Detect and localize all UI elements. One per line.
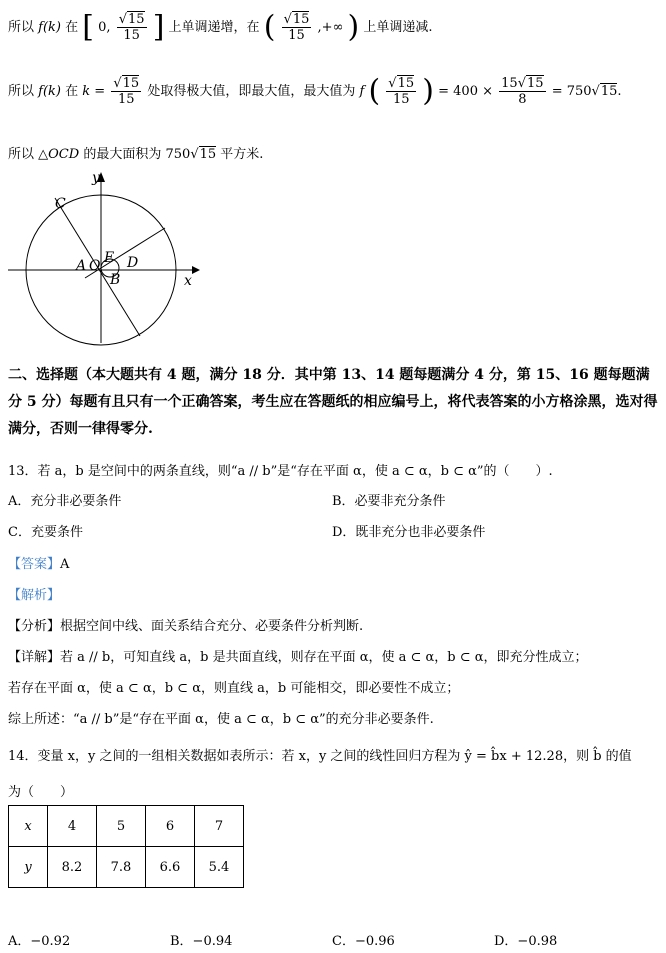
table-cell: y [9, 847, 48, 888]
interval-start: 0, [98, 20, 111, 35]
label-d: D [127, 255, 139, 271]
table-cell: 7.8 [97, 847, 146, 888]
k-equals: k = [82, 84, 106, 99]
solution-line-3: 所以 △OCD 的最大面积为 750√15 平方米. [8, 147, 264, 162]
text: 平方米. [220, 147, 264, 162]
function-fk: f(k) [38, 84, 61, 99]
text: = 400 × [438, 84, 494, 99]
q14-data-table [8, 805, 244, 888]
q14-option-b: B．−0.94 [170, 934, 233, 949]
table-cell: 4 [48, 806, 97, 847]
table-cell: 7 [195, 806, 244, 847]
value: 750 [165, 147, 191, 162]
q13-answer [8, 553, 69, 572]
text: 处取得极大值，即最大值，最大值为 [147, 84, 356, 99]
table-cell: 8.2 [48, 847, 97, 888]
section-header: 二、选择题（本大题共有 4 题，满分 18 分．其中第 13、14 题每题满分 4 分，第 15、16 题每题满分 5 分）每题有且只有一个正确答案，考生应在答题纸的相应编号上，将代表答案的小方格涂黑，选对得满分，否则一律得零分. [8, 367, 658, 437]
table-cell: 6 [146, 806, 195, 847]
fraction: $\frac{√15}{15}$ [118, 12, 145, 43]
answer-value: A [60, 557, 70, 572]
label-b: B [110, 272, 121, 288]
label-y: y [92, 170, 100, 186]
text: 所以 [8, 84, 35, 99]
table-cell: 5 [97, 806, 146, 847]
text: 的最大面积为 [83, 147, 162, 162]
q13-stem: 13．若 a，b 是空间中的两条直线，则“a // b”是“存在平面 α，使 a ⊂ α，b ⊂ α”的（ ）. [8, 464, 553, 479]
q13-line2: 若存在平面 α，使 a ⊂ α，b ⊂ α，则直线 a，b 可能相交，即必要性不成立； [8, 681, 460, 696]
q13-option-d: D．既非充分也非必要条件 [332, 525, 486, 540]
label-o: O [89, 258, 101, 274]
q13-summary: 综上所述：“a // b”是“存在平面 α，使 a ⊂ α，b ⊂ α”的充分非必要条件. [8, 712, 434, 727]
label-e: E [104, 250, 115, 266]
table-cell: 5.4 [195, 847, 244, 888]
solution-line-2: 所以 f(k) 在 k = $\frac{√15}{15}$ 处取得极大值，即最大值，最大值为 f ( $\frac{√15}{15}$ ) = 400 × $\frac{15√15}{8}$ = 750√15. [8, 73, 622, 109]
label-a: A [76, 258, 87, 274]
q14-stem-1: 14．变量 x，y 之间的一组相关数据如表所示：若 x，y 之间的线性回归方程为 ŷ = b̂x + 12.28，则 b̂ 的值 [8, 749, 632, 764]
fraction: $\frac{15√15}{8}$ [501, 76, 544, 107]
answer-tag: 【答案】 [8, 557, 61, 572]
q14-option-d: D．−0.98 [494, 934, 558, 949]
text: 在 [65, 20, 79, 35]
function-fk: f(k) [38, 20, 61, 35]
sqrt: 15 [600, 84, 618, 99]
text: 上单调递减. [363, 20, 433, 35]
text: 在 [65, 84, 79, 99]
text: 所以 [8, 147, 35, 162]
table-cell: x [9, 806, 48, 847]
table-cell: 6.6 [146, 847, 195, 888]
text: 上单调递增，在 [168, 20, 260, 35]
text: = 750 [551, 84, 592, 99]
q13-fenxi: 【分析】根据空间中线、面关系结合充分、必要条件分析判断. [8, 619, 364, 634]
q14-stem-2: 为（ ） [8, 785, 74, 800]
q14-option-c: C．−0.96 [332, 934, 395, 949]
fraction: $\frac{√15}{15}$ [388, 76, 415, 107]
fraction: $\frac{√15}{15}$ [113, 76, 140, 107]
label-x: x [184, 273, 192, 289]
solution-line-1: 所以 f(k) 在 [ 0, $\frac{√15}{15}$ ] 上单调递增，在 ( $\frac{√15}{15}$ ,+∞ ) 上单调递减. [8, 9, 433, 45]
triangle-ocd: △OCD [38, 147, 80, 162]
interval-end: ,+∞ [317, 20, 344, 35]
sqrt: 15 [199, 147, 217, 162]
text: 所以 [8, 20, 35, 35]
fraction: $\frac{√15}{15}$ [283, 12, 310, 43]
table-row [9, 847, 244, 888]
q13-xiangjie: 【详解】若 a // b，可知直线 a，b 是共面直线，则存在平面 α，使 a ⊂ α，b ⊂ α，即充分性成立； [8, 650, 588, 665]
q13-option-b: B．必要非充分条件 [332, 494, 446, 509]
q14-option-a: A．−0.92 [8, 934, 71, 949]
geometry-figure [0, 168, 210, 346]
q13-analysis-tag: 【解析】 [8, 588, 61, 603]
table-row [9, 806, 244, 847]
q13-option-c: C．充要条件 [8, 525, 83, 540]
q13-option-a: A．充分非必要条件 [8, 494, 122, 509]
label-c: C [55, 196, 66, 212]
function-f: f [359, 84, 365, 99]
